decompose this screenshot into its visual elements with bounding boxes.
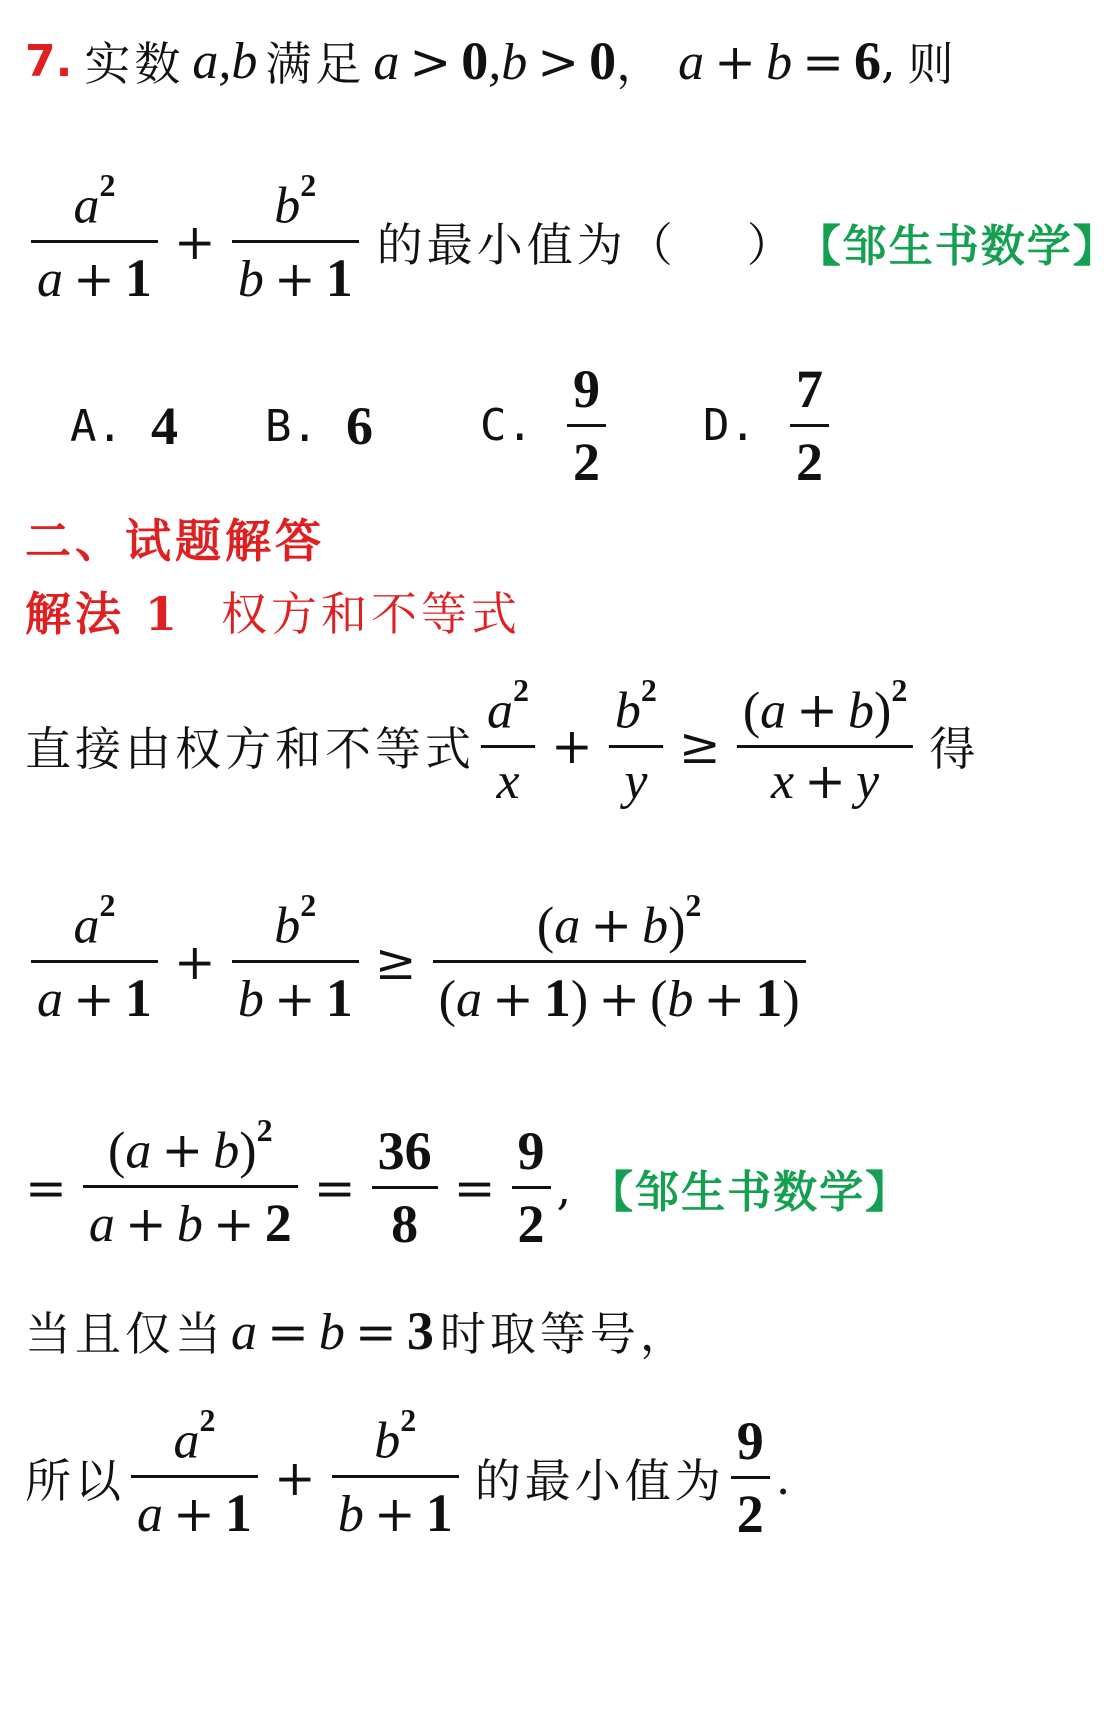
- solution-line-1: 直接由权方和不等式 $\frac{a^2}{x}$ + $\frac{b^2}{y}$ ≥ $\frac{(a + b)^2}{x + y}$ 得: [25, 672, 980, 811]
- problem-text-6: ）: [746, 218, 797, 273]
- equality-text-pre: 当且仅当: [25, 1307, 225, 1361]
- answer-den: 2: [736, 1484, 764, 1545]
- equality-value: 3: [406, 1301, 434, 1361]
- option-d-den: 2: [795, 432, 823, 493]
- answer-fraction: [731, 1410, 770, 1545]
- problem-text-5: 的最小值为（: [376, 218, 677, 273]
- solution-text-1: 直接由权方和不等式: [25, 721, 475, 776]
- fraction-b2-b1-sol: $\frac{b^2}{b + 1}$: [232, 895, 359, 1030]
- conclusion-line: 所以 $\frac{a^2}{a + 1}$ + $\frac{b^2}{b + 1}$ 的最小值为 $\frac{9}{2}$ .: [25, 1402, 795, 1545]
- problem-line-1: [25, 28, 958, 94]
- fraction-a2-x: $\frac{a^2}{x}$: [481, 680, 535, 812]
- var-ab: a,b: [192, 32, 258, 90]
- condition-2: a + b = 6: [678, 31, 881, 91]
- fraction-a2-a1: $\frac{a^2}{a + 1}$: [31, 175, 158, 310]
- problem-text-4-comma: ,: [880, 34, 900, 88]
- problem-text-3: ，: [616, 37, 667, 91]
- problem-text-2: 满足: [265, 37, 366, 91]
- fraction-a2-a1-final: $\frac{a^2}{a + 1}$: [131, 1410, 258, 1545]
- equality-line: [25, 1298, 690, 1364]
- fraction-36-8: [372, 1120, 438, 1255]
- den-2: 2: [517, 1194, 545, 1255]
- problem-text-1: 实数: [84, 37, 185, 91]
- section-heading: 二、试题解答: [25, 514, 325, 568]
- fraction-b2-y: $\frac{b^2}{y}$: [609, 680, 663, 812]
- condition-1: a > 0,b > 0: [373, 31, 617, 91]
- option-c-den: 2: [572, 432, 600, 493]
- fraction-apb2-apb2: $\frac{(a + b)^2}{a + b + 2}$: [83, 1120, 298, 1255]
- option-a[interactable]: [70, 395, 178, 457]
- option-c[interactable]: [480, 358, 612, 493]
- section-heading-line: [25, 505, 325, 571]
- option-d-fraction: [790, 358, 829, 493]
- option-a-letter: A.: [70, 400, 123, 452]
- method-label: 解法 1: [25, 587, 182, 641]
- den-8: 8: [391, 1194, 419, 1255]
- fraction-a2-a1-sol: $\frac{a^2}{a + 1}$: [31, 895, 158, 1030]
- num-9: 9: [517, 1121, 545, 1181]
- option-d-letter: D.: [703, 400, 756, 452]
- method-line: [25, 578, 521, 644]
- fraction-9-2: [512, 1120, 551, 1255]
- solution-line-3: = $\frac{(a + b)^2}{a + b + 2}$ = $\frac{36}{8}$ = $\frac{9}{2}$ , 【邹生书数学】: [25, 1112, 912, 1255]
- option-b[interactable]: [265, 395, 373, 457]
- equality-text-post: 时取等号，: [439, 1307, 690, 1361]
- option-c-num: 9: [572, 359, 600, 419]
- fraction-apb2-sum: $\frac{(a + b)^2}{(a + 1) + (b + 1)}$: [433, 895, 806, 1030]
- num-36: 36: [377, 1121, 432, 1181]
- option-d-num: 7: [795, 359, 823, 419]
- problem-text-4: 则: [907, 37, 958, 91]
- fraction-b2-b1-final: $\frac{b^2}{b + 1}$: [332, 1410, 459, 1545]
- option-a-value: 4: [150, 396, 178, 456]
- method-name: 权方和不等式: [221, 587, 522, 641]
- equality-condition: a = b = 3: [231, 1301, 434, 1361]
- solution-text-1-post: 得: [929, 721, 980, 776]
- fraction-apb2-xpy: $\frac{(a + b)^2}{x + y}$: [737, 680, 914, 812]
- watermark-1: 【邹生书数学】: [796, 221, 1119, 273]
- option-b-letter: B.: [265, 400, 318, 452]
- fraction-b2-b1: $\frac{b^2}{b + 1}$: [232, 175, 359, 310]
- conclusion-period: .: [775, 1450, 795, 1505]
- option-c-letter: C.: [480, 400, 533, 452]
- problem-line-2: $\frac{a^2}{a + 1}$ + $\frac{b^2}{b + 1}$ 的最小值为（ ） 【邹生书数学】: [25, 175, 1119, 310]
- problem-number: 7.: [25, 35, 73, 87]
- conclusion-text-mid: 的最小值为: [474, 1453, 725, 1508]
- solution-line-2: $\frac{a^2}{a + 1}$ + $\frac{b^2}{b + 1}$ ≥ $\frac{(a + b)^2}{(a + 1) + (b + 1)}$: [25, 895, 812, 1030]
- option-c-fraction: [567, 358, 606, 493]
- solution-comma: ,: [556, 1160, 576, 1215]
- option-d[interactable]: [703, 358, 835, 493]
- conclusion-text-pre: 所以: [25, 1453, 125, 1508]
- option-b-value: 6: [345, 396, 373, 456]
- watermark-2: 【邹生书数学】: [589, 1166, 912, 1218]
- answer-num: 9: [736, 1411, 764, 1471]
